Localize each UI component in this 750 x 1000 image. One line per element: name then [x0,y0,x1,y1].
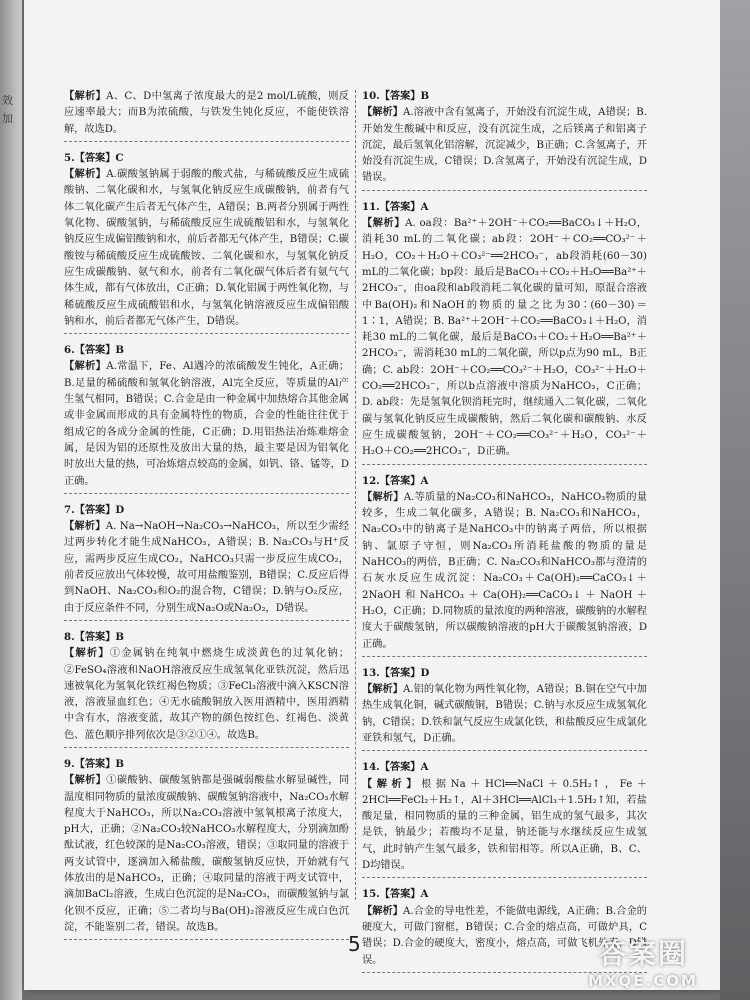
entry-separator [64,333,349,334]
answer-entry [64,629,349,748]
answer-entry [64,756,349,940]
watermark-url: MXQE.COM [588,972,698,990]
right-column [362,88,647,981]
analysis-paragraph [64,166,349,330]
analysis-text: A. oa段：Ba²⁺＋2OH⁻＋CO₂══BaCO₃↓＋H₂O，消耗30 mL的二氧化碳；ab段：2OH⁻＋CO₂══CO₃²⁻＋H₂O，CO₂＋H₂O＋CO₃²⁻══2HCO₃⁻，ab段消耗(60－30) mL的二氧化碳；bp段：最后是BaCO₃＋CO₂＋H₂O══Ba²⁺＋2HCO₃⁻，由oa段和ab段消耗二氧化碳的量可知，原混合溶液中Ba(OH)₂和NaOH的物质的量之比为30∶(60－30)＝1∶1，A错误；B. Ba²⁺＋2OH⁻＋CO₂══BaCO₃↓＋H₂O，消耗30 mL的二氧化碳，最后是BaCO₃＋CO₂＋H₂O══Ba²⁺＋2HCO₃⁻，需消耗30 mL的二氧化碳，所以p点为90 mL，B正确；C. ab段：2OH⁻＋CO₂══CO₃²⁻＋H₂O，CO₃²⁻＋H₂O＋CO₂══2HCO₃⁻，所以b点溶液中溶质为NaHCO₃，C正确；D. ab段：先是氢氧化钡消耗完时，继续通入二氧化碳，二氧化碳与氢氧化钠反应生成碳酸钠，然后二氧化碳和碳酸钠、水反应生成碳酸氢钠，2OH⁻＋CO₂══CO₃²⁻＋H₂O，CO₃²⁻＋H₂O＋CO₂══2HCO₃⁻，D正确。 [362,218,647,458]
analysis-tag: 【解析】 [64,647,110,660]
analysis-text: A.溶液中含有氢离子，开始没有沉淀生成，A错误；B.开始发生酸碱中和反应，没有沉淀生成，之后镁离子和铝离子沉淀，最后氢氧化铝溶解，沉淀减少，B正确；C.含氢离子，开始没有沉淀生成，C错误；D.含氢离子，开始没有沉淀生成，D错误。 [362,107,647,184]
edge-fragment: 效 [2,94,13,107]
adjacent-page-edge [0,0,22,1000]
analysis-text: A.常温下，Fe、Al遇冷的浓硫酸发生钝化，A正确；B.足量的稀硫酸和氢氧化钠溶液，Al完全反应，等质量的Al产生氢气相同，B错误；C.合金是由一种金属中加热熔合其他金属或非金属而形成的具有金属特性的物质，合金的性能往往优于组成它的各成分金属的性能，C正确；D.用铝热法冶炼难熔金属，是因为铝的还原性及放出大量的热，最主要是因为铝氧化时放出大量的热，可冶炼熔点较高的金属，如钒、铬、锰等，D正确。 [64,361,350,487]
entry-separator [64,939,349,940]
analysis-paragraph [362,104,647,186]
analysis-text: A.合金的导电性差，不能做电源线，A正确；B.合金的硬度大，可做门窗框，B错误；C.合金的熔点高，可做炉具，C错误；D.合金的硬度大，密度小，熔点高，可做飞机外壳，D错误。 [362,905,647,966]
analysis-paragraph [64,645,349,744]
analysis-tag: 【解析】 [64,90,107,102]
answer-label: 6.【答案】B [64,344,124,357]
answer-entry [362,199,647,465]
analysis-tag: 【解析】 [362,777,422,790]
analysis-paragraph [64,772,349,936]
analysis-text: A.等质量的Na₂CO₃和NaHCO₃，NaHCO₃物质的量较多，生成二氧化碳多，A错误；B. Na₂CO₃和NaHCO₃，Na₂CO₃中的钠离子是NaHCO₃中的钠离子两倍，所以根据钠、氯原子守恒，则Na₂CO₃所消耗盐酸的物质的量是NaHCO₃的两倍，B正确；C. Na₂CO₃和NaHCO₃都与澄清的石灰水反应生成沉淀：Na₂CO₃＋Ca(OH)₂══CaCO₃↓＋2NaOH和NaHCO₃＋Ca(OH)₂══CaCO₃↓＋NaOH＋H₂O，C正确；D.同物质的量浓度的两种溶液，碳酸钠的水解程度大于碳酸氢钠，所以碳酸钠溶液的pH大于碳酸氢钠溶液，D正确。 [362,491,648,650]
answer-entry [64,150,349,334]
answer-label: 5.【答案】C [64,151,124,164]
analysis-tag: 【解析】 [64,168,107,181]
analysis-tag: 【解析】 [64,520,106,533]
entry-separator [362,750,647,751]
analysis-tag: 【解析】 [362,217,406,230]
analysis-paragraph [362,776,647,875]
analysis-text: A. Na→NaOH→Na₂CO₃→NaHCO₃，所以至少需经过两步转化才能生成NaHCO₃，A错误；B. Na₂CO₃与H⁺反应，需两步反应生成CO₂，NaHCO₃只需一步反应生成CO₂，前者反应放出气体较慢，故可用盐酸鉴别，B错误；C.反应后得到NaOH、Na₂CO₃和O₂的混合物，C错误；D.钠与O₂反应，由于反应条件不同，分别生成Na₂O或Na₂O₂，D错误。 [64,521,350,614]
answer-label: 7.【答案】D [64,503,125,516]
left-column [64,88,349,948]
entry-separator [362,190,647,191]
answer-label: 9.【答案】B [64,757,124,770]
analysis-paragraph [64,88,349,138]
entry-separator [64,747,349,748]
analysis-text: A.碳酸氢钠属于弱酸的酸式盐，与稀硫酸反应生成硫酸钠、二氧化碳和水，与氢氧化钠反应生成碳酸钠，前者有气体二氧化碳产生后者无气体产生，A错误；B.两者分别属于两性氧化物、碳酸氢钠，与稀硫酸反应生成硫酸铝和水，与氢氧化钠反应生成偏铝酸钠和水，前后者都无气体产生，B错误；C.碳酸铵与稀硫酸反应生成硫酸铵、二氧化碳和水，与氢氧化钠反应生成碳酸钠、氨气和水，前者有二氧化碳气体后者有氨气气体生成，都有气体放出，C正确；D.氧化铝属于两性氧化物，与稀硫酸反应生成硫酸铝和水，与氢氧化钠溶液反应生成偏铝酸钠和水，前后者都无气体产生，D错误。 [64,169,350,327]
watermark-main: 答案圈 [597,937,688,970]
answer-entry [64,88,349,142]
answer-label: 11.【答案】A [362,200,429,213]
analysis-tag: 【解析】 [362,904,403,917]
analysis-text: 根据Na＋HCl══NaCl＋0.5H₂↑，Fe＋2HCl══FeCl₂＋H₂↑，Al＋3HCl══AlCl₃＋1.5H₂↑知，若盐酸足量，相同物质的量的三种金属，铝生成的氢气最多，其次是铁，钠最少；若酸均不足量，钠还能与水继续反应生成氢气，此时钠产生氢气最多，铁和铝相等。所以A正确，B、C、D均错误。 [362,778,648,872]
entry-separator [362,464,647,465]
answer-label: 13.【答案】D [362,666,430,679]
analysis-tag: 【解析】 [362,490,404,503]
answer-entry [64,502,349,621]
answer-label: 15.【答案】A [362,888,429,901]
answer-label: 8.【答案】B [64,630,124,643]
analysis-tag: 【解析】 [64,360,107,373]
entry-separator [64,620,349,621]
analysis-text: A、C、D中氢离子浓度最大的是2 mol/L硫酸，则反应速率最大；而B为浓硫酸，与铁发生钝化反应，不能使铁溶解，故选D。 [64,91,349,135]
analysis-tag: 【解析】 [362,683,403,696]
entry-separator [362,656,647,657]
analysis-paragraph [362,681,647,747]
answer-entry [362,473,647,657]
entry-separator [64,493,349,494]
answer-entry [362,88,647,191]
analysis-paragraph [64,358,349,489]
analysis-paragraph [362,215,647,460]
analysis-tag: 【解析】 [64,774,107,787]
analysis-text: ①碳酸钠、碳酸氢钠都是强碱弱酸盐水解显碱性，同温度相同物质的量浓度碳酸钠、碳酸氢钠溶液中，Na₂CO₃水解程度大于NaHCO₃，所以Na₂CO₃溶液中氢氧根离子浓度大，pH大，正确；②Na₂CO₃较NaHCO₃水解程度大，分别滴加酚酞试液，红色较深的是Na₂CO₃溶液，错误；③取同量的溶液于两支试管中，逐滴加入稀盐酸，碳酸氢钠反应快，开始就有气体放出的是NaHCO₃，正确；④取同量的溶液于两支试管中，滴加BaCl₂溶液，生成白色沉淀的是Na₂CO₃，而碳酸氢钠与氯化钡不反应，正确；⑤二者均与Ba(OH)₂溶液反应生成白色沉淀，不能鉴别二者，错误。故选B。 [64,775,349,933]
answer-label: 10.【答案】B [362,90,430,102]
answer-label: 14.【答案】A [362,761,429,774]
analysis-tag: 【解析】 [362,106,403,119]
analysis-text: ①金属钠在纯氧中燃烧生成淡黄色的过氧化钠；②FeSO₄溶液和NaOH溶液反应生成氢氧化亚铁沉淀，然后迅速被氧化为氢氧化铁红褐色物质；③FeCl₃溶液中滴入KSCN溶液，溶液显血红色；④无水硫酸铜放入医用酒精中，医用酒精中含有水，溶液变蓝，故其产物的颜色按红色、红褐色、淡黄色、蓝色顺序排列依次是③②①④。故选B。 [64,648,350,741]
entry-separator [362,877,647,878]
edge-fragment: 加 [2,112,13,125]
analysis-paragraph [362,489,647,653]
watermark-logo [568,932,718,994]
answer-label: 12.【答案】A [362,474,429,487]
analysis-text: A.铝的氧化物为两性氧化物，A错误；B.铜在空气中加热生成氧化铜，碱式碳酸铜，B错误；C.钠与水反应生成氢氧化钠，C错误；D.铁和氯气反应生成氯化铁，和盐酸反应生成氯化亚铁和氢气，D正确。 [362,684,647,744]
entry-separator [64,141,349,142]
analysis-paragraph [64,518,349,617]
answer-entry [362,665,647,751]
page-number: 5 [348,932,361,956]
column-divider [355,90,356,900]
answer-entry [64,342,349,494]
answer-entry [362,759,647,878]
background-surface [720,0,750,1000]
